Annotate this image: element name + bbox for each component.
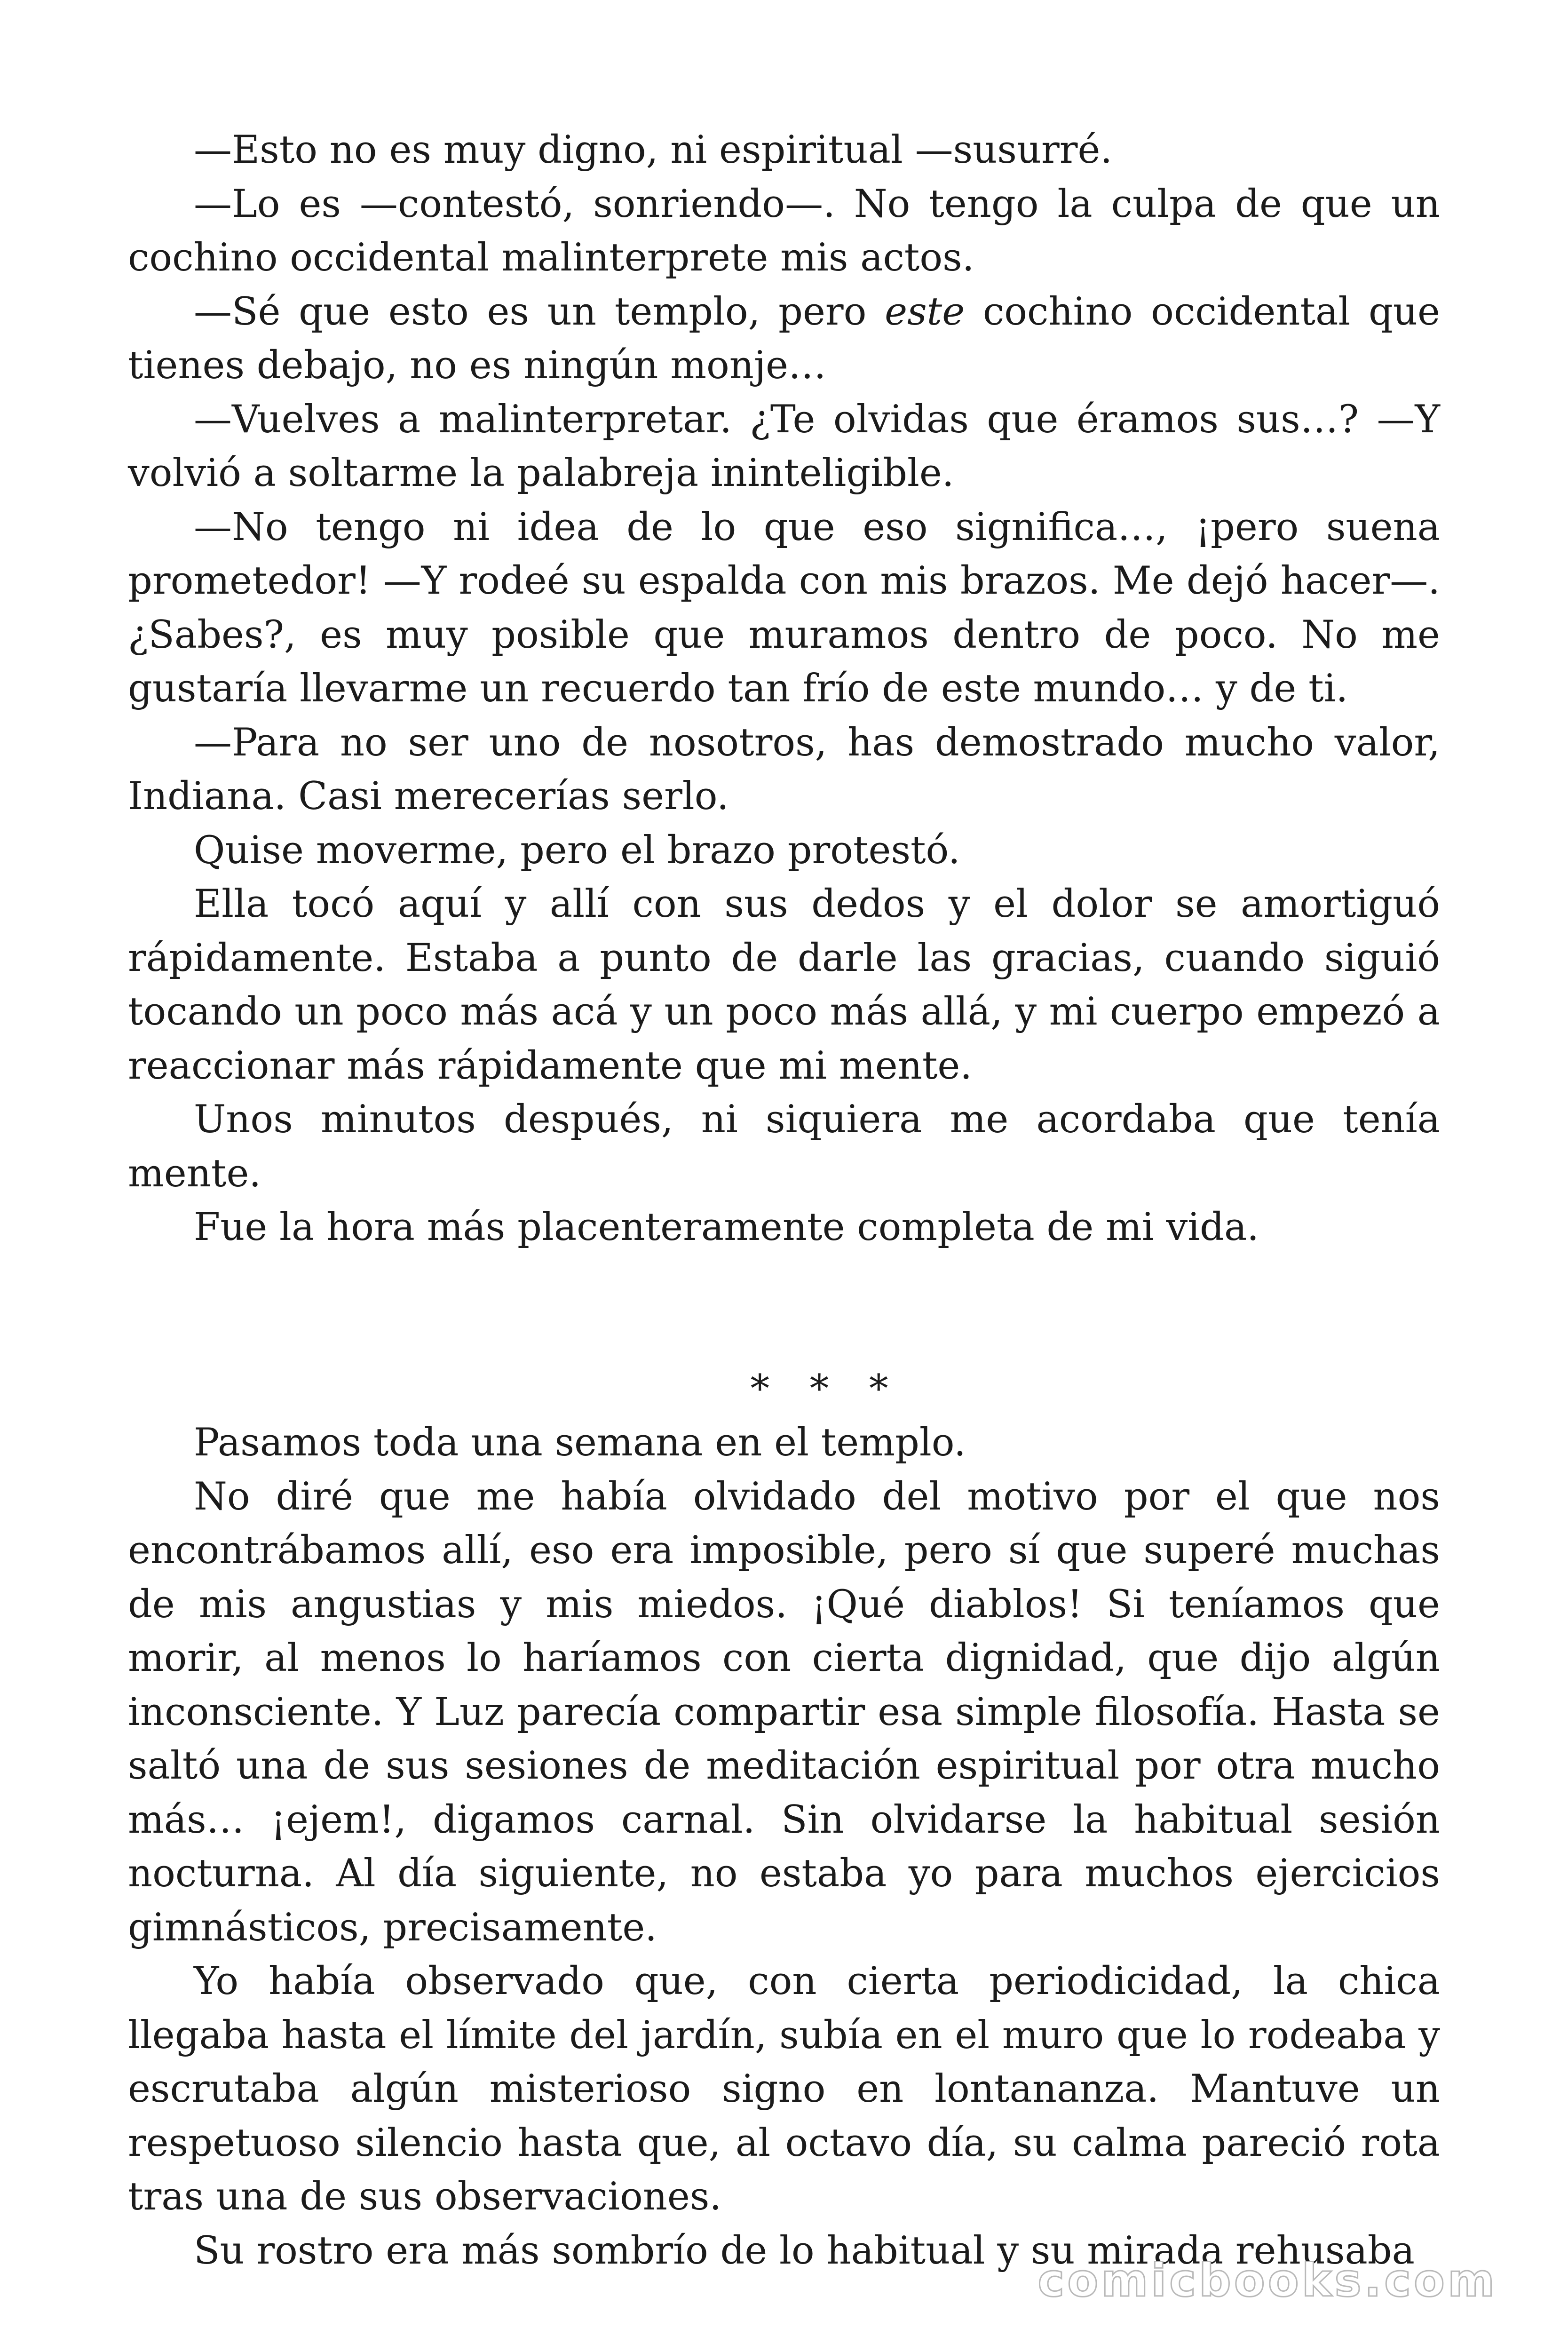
paragraph: Fue la hora más placenteramente completa de mi vida. <box>194 1205 1259 1249</box>
italic-word: este <box>885 289 965 334</box>
paragraph: —Esto no es muy digno, ni espiritual —susurré. <box>194 128 1113 172</box>
paragraph: —Vuelves a malinterpretar. ¿Te olvidas que éramos sus…? —Y volvió a soltarme la palabreja ininteligible. <box>128 397 1440 495</box>
paragraph: —No tengo ni idea de lo que eso significa…, ¡pero suena prometedor! —Y rodeé su espalda con mis brazos. Me dejó hacer—. ¿Sabes?, es muy posible que muramos dentro de poco. No me gustaría llevarme un recuerdo tan frío de este mundo… y de ti. <box>128 505 1440 711</box>
paragraph: Unos minutos después, ni siquiera me acordaba que tenía mente. <box>128 1097 1440 1196</box>
paragraph: Pasamos toda una semana en el templo. <box>194 1421 966 1465</box>
paragraph-text-start: —Sé que esto es un templo, pero <box>194 289 885 334</box>
paragraph-text-end: cochino occidental que tienes debajo, no es ningún monje… <box>128 289 1440 388</box>
paragraph: Ella tocó aquí y allí con sus dedos y el dolor se amortiguó rápidamente. Estaba a punto de darle las gracias, cuando siguió tocando un poco más acá y un poco más allá, y mi cuerpo empezó a reaccionar más rápidamente que mi mente. <box>128 882 1440 1088</box>
paragraph: —Lo es —contestó, sonriendo—. No tengo la culpa de que un cochino occidental malinterprete mis actos. <box>128 182 1440 280</box>
body-text <box>128 123 1440 2278</box>
paragraph: Su rostro era más sombrío de lo habitual y su mirada rehusaba <box>194 2228 1415 2273</box>
section-separator: * * * <box>750 1367 903 1411</box>
watermark: comicbooks.com <box>1037 2254 1497 2307</box>
paragraph <box>128 285 1440 393</box>
paragraph: Yo había observado que, con cierta periodicidad, la chica llegaba hasta el límite del jardín, subía en el muro que lo rodeaba y escrutaba algún misterioso signo en lontananza. Mantuve un respetuoso silencio hasta que, al octavo día, su calma pareció rota tras una de sus observaciones. <box>128 1959 1440 2219</box>
paragraph: No diré que me había olvidado del motivo por el que nos encontrábamos allí, eso era imposible, pero sí que superé muchas de mis angustias y mis miedos. ¡Qué diablos! Si teníamos que morir, al menos lo haríamos con cierta dignidad, que dijo algún inconsciente. Y Luz parecía compartir esa simple filosofía. Hasta se saltó una de sus sesiones de meditación espiritual por otra mucho más… ¡ejem!, digamos carnal. Sin olvidarse la habitual sesión nocturna. Al día siguiente, no estaba yo para muchos ejercicios gimnásticos, precisamente. <box>128 1474 1440 1950</box>
paragraph: —Para no ser uno de nosotros, has demostrado mucho valor, Indiana. Casi merecerías serlo. <box>128 720 1440 818</box>
paragraph: Quise moverme, pero el brazo protestó. <box>194 828 960 873</box>
